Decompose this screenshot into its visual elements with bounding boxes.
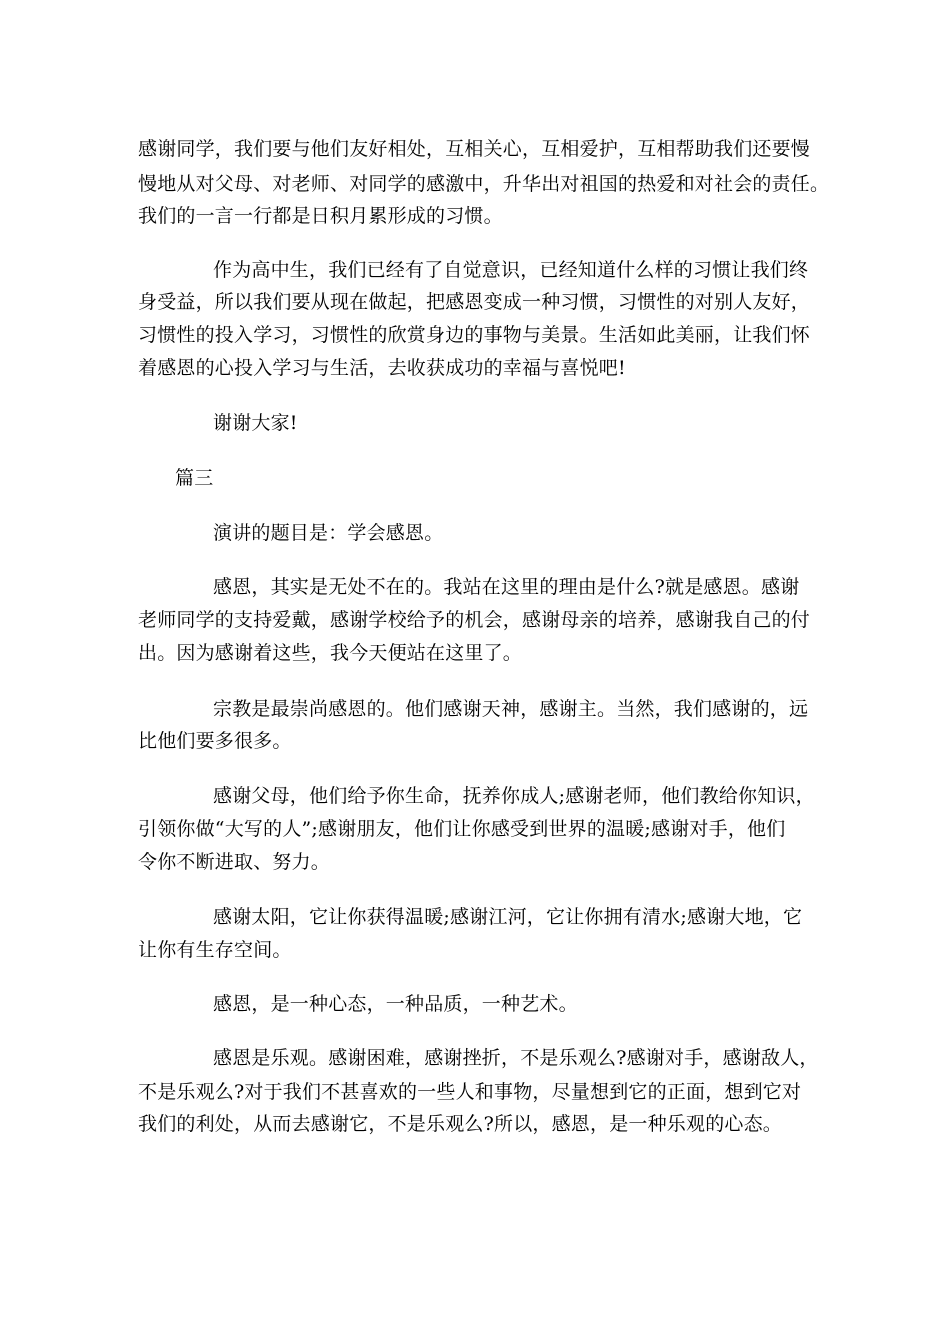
text-line: 感谢同学，我们要与他们友好相处，互相关心，互相爱护，互相帮助我们还要慢: [138, 138, 811, 160]
text-line: 令你不断进取、努力。: [138, 851, 331, 873]
text-line: 感恩，其实是无处不在的。我站在这里的理由是什么?就是感恩。感谢: [213, 576, 800, 598]
text-line: 习惯性的投入学习，习惯性的欣赏身边的事物与美景。生活如此美丽，让我们怀: [138, 324, 811, 346]
text-line: 演讲的题目是：学会感恩。: [213, 522, 444, 544]
text-line: 身受益，所以我们要从现在做起，把感恩变成一种习惯，习惯性的对别人友好，: [138, 291, 811, 313]
text-line: 我们的一言一行都是日积月累形成的习惯。: [138, 205, 503, 227]
text-line: 不是乐观么?对于我们不甚喜欢的一些人和事物，尽量想到它的正面，想到它对: [138, 1081, 802, 1103]
text-line: 慢地从对父母、对老师、对同学的感激中，升华出对祖国的热爱和对社会的责任。: [138, 173, 830, 195]
text-line: 感恩，是一种心态，一种品质，一种艺术。: [213, 993, 578, 1015]
text-line: 老师同学的支持爱戴，感谢学校给予的机会，感谢母亲的培养，感谢我自己的付: [138, 609, 811, 631]
text-line: 感恩是乐观。感谢困难，感谢挫折，不是乐观么?感谢对手，感谢敌人，: [213, 1047, 819, 1069]
text-line: 感谢父母，他们给予你生命，抚养你成人;感谢老师，他们教给你知识，: [213, 785, 815, 807]
text-line: 让你有生存空间。: [138, 939, 292, 961]
text-line: 谢谢大家!: [213, 412, 298, 434]
text-line: 感谢太阳，它让你获得温暖;感谢江河，它让你拥有清水;感谢大地，它: [213, 906, 803, 928]
text-line: 着感恩的心投入学习与生活，去收获成功的幸福与喜悦吧!: [138, 357, 626, 379]
text-line: 引领你做“大写的人”;感谢朋友，他们让你感受到世界的温暖;感谢对手，他们: [138, 818, 786, 840]
section-heading: 篇三: [175, 467, 214, 489]
text-line: 作为高中生，我们已经有了自觉意识，已经知道什么样的习惯让我们终: [213, 259, 809, 281]
text-line: 出。因为感谢着这些，我今天便站在这里了。: [138, 642, 523, 664]
text-line: 比他们要多很多。: [138, 730, 292, 752]
text-line: 宗教是最崇尚感恩的。他们感谢天神，感谢主。当然，我们感谢的，远: [213, 698, 809, 720]
text-line: 我们的利处，从而去感谢它，不是乐观么?所以，感恩，是一种乐观的心态。: [138, 1113, 782, 1135]
